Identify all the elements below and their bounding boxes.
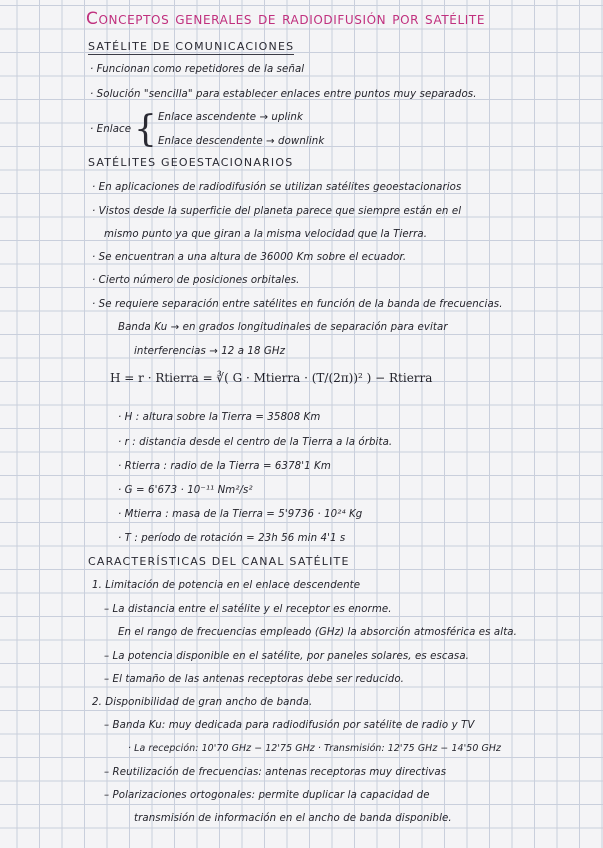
note-line: En el rango de frecuencias empleado (GHz) la absorción atmosférica es alta. [118, 627, 517, 638]
note-line: transmisión de información en el ancho de banda disponible. [134, 813, 452, 824]
note-line: interferencias → 12 a 18 GHz [134, 346, 286, 357]
note-line: · Cierto número de posiciones orbitales. [92, 275, 300, 286]
page-title: Conceptos generales de radiodifusión por satélite [86, 9, 486, 29]
note-line: mismo punto ya que giran a la misma velocidad que la Tierra. [104, 229, 428, 240]
brace-symbol: { [134, 109, 157, 150]
section-heading-geoestacionarios: SATÉLITES GEOESTACIONARIOS [88, 156, 294, 169]
note-line: Enlace descendente → downlink [158, 136, 325, 147]
note-line: Enlace ascendente → uplink [158, 112, 303, 123]
note-line: · Se requiere separación entre satélites en función de la banda de frecuencias. [92, 299, 503, 310]
note-line: – Polarizaciones ortogonales: permite duplicar la capacidad de [104, 790, 430, 801]
definition-line: · r : distancia desde el centro de la Tierra a la órbita. [118, 437, 393, 448]
note-line: – La potencia disponible en el satélite, por paneles solares, es escasa. [104, 651, 470, 662]
height-formula: H = r · Rtierra = ∛( G · Mtierra · (T/(2π))² ) − Rtierra [110, 371, 433, 385]
note-line: Banda Ku → en grados longitudinales de separación para evitar [118, 322, 448, 333]
note-line: 1. Limitación de potencia en el enlace descendente [92, 580, 361, 591]
note-line: – Reutilización de frecuencias: antenas receptoras muy directivas [104, 767, 447, 778]
note-line: – La distancia entre el satélite y el receptor es enorme. [104, 604, 392, 615]
definition-line: · Mtierra : masa de la Tierra = 5'9736 · 10²⁴ Kg [118, 509, 363, 520]
note-line: · Se encuentran a una altura de 36000 Km sobre el ecuador. [92, 252, 407, 263]
definition-line: · H : altura sobre la Tierra = 35808 Km [118, 412, 321, 423]
note-line: · Vistos desde la superficie del planeta parece que siempre están en el [92, 206, 462, 217]
note-line: – El tamaño de las antenas receptoras debe ser reducido. [104, 674, 405, 685]
note-line: – Banda Ku: muy dedicada para radiodifusión por satélite de radio y TV [104, 720, 475, 731]
note-line: · Funcionan como repetidores de la señal [90, 64, 305, 75]
note-line: · Solución "sencilla" para establecer enlaces entre puntos muy separados. [90, 89, 477, 100]
section-heading-satelite-comunicaciones: SATÉLITE DE COMUNICACIONES [88, 40, 295, 53]
definition-line: · Rtierra : radio de la Tierra = 6378'1 Km [118, 461, 331, 472]
definition-line: · T : período de rotación = 23h 56 min 4'1 s [118, 533, 346, 544]
note-line: · En aplicaciones de radiodifusión se utilizan satélites geoestacionarios [92, 182, 462, 193]
note-line: · La recepción: 10'70 GHz − 12'75 GHz · Transmisión: 12'75 GHz − 14'50 GHz [128, 743, 502, 754]
enlace-label: · Enlace [90, 124, 132, 135]
note-line: 2. Disponibilidad de gran ancho de banda. [92, 697, 313, 708]
definition-line: · G = 6'673 · 10⁻¹¹ Nm²/s² [118, 485, 253, 496]
section-heading-canal-satelite: CARACTERÍSTICAS DEL CANAL SATÉLITE [88, 555, 350, 568]
